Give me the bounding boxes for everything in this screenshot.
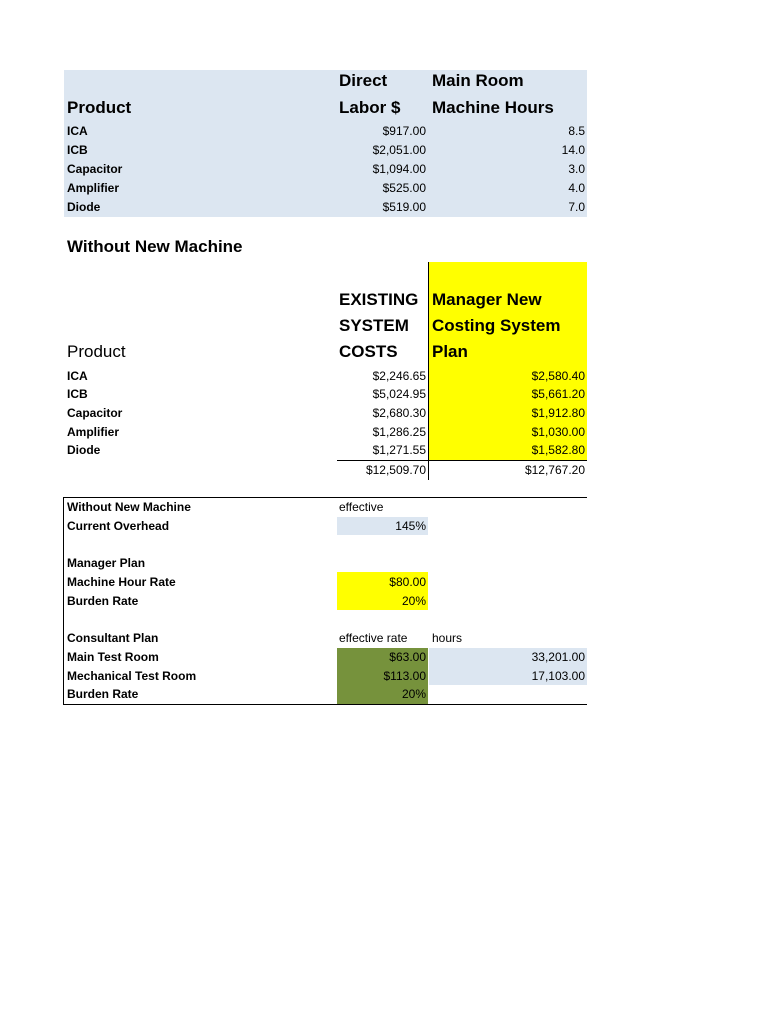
- table2-row-manager: $2,580.40: [531, 369, 585, 383]
- table2-row-manager: $1,582.80: [531, 443, 585, 457]
- main-test-room-hours: 33,201.00: [531, 650, 585, 664]
- table1-row-hours: 4.0: [568, 181, 585, 195]
- table1-row-labor: $519.00: [382, 200, 426, 214]
- table2-row-product: ICB: [67, 387, 88, 401]
- table1-header-product: Product: [67, 98, 132, 117]
- current-overhead-label: Current Overhead: [67, 519, 170, 533]
- mechanical-test-room-label: Mechanical Test Room: [67, 669, 197, 683]
- column-divider: [428, 262, 429, 480]
- table2-header-manager-1: Manager New: [432, 290, 542, 309]
- table1-row-hours: 8.5: [568, 124, 585, 138]
- effective-label: effective: [339, 500, 384, 514]
- table2-row-product: ICA: [67, 369, 88, 383]
- table1-row-labor: $917.00: [382, 124, 426, 138]
- table2-row-existing: $5,024.95: [372, 387, 426, 401]
- machine-hour-rate-label: Machine Hour Rate: [67, 575, 176, 589]
- table2-row-existing: $2,680.30: [372, 406, 426, 420]
- table2-header-manager-2: Costing System: [432, 316, 561, 335]
- table2-header-existing-2: SYSTEM: [339, 316, 409, 335]
- table1-row-hours: 3.0: [568, 162, 585, 176]
- table2-total-existing: $12,509.70: [365, 463, 426, 477]
- main-test-room-rate: $63.00: [389, 650, 426, 664]
- table2-row-existing: $1,286.25: [372, 425, 426, 439]
- table1-row-hours: 7.0: [568, 200, 585, 214]
- without-new-machine-label: Without New Machine: [67, 500, 191, 514]
- manager-burden-rate-label: Burden Rate: [67, 594, 139, 608]
- table1-header-direct: Direct: [339, 71, 388, 90]
- table2-row-existing: $1,271.55: [372, 443, 426, 457]
- table1-header-labor: Labor $: [339, 98, 401, 117]
- consultant-plan-label: Consultant Plan: [67, 631, 159, 645]
- table2-row-product: Amplifier: [67, 425, 120, 439]
- table1-row-product: ICA: [67, 124, 88, 138]
- effective-rate-label: effective rate: [339, 631, 408, 645]
- table3-border-left: [63, 497, 64, 705]
- table1-row-labor: $525.00: [382, 181, 426, 195]
- table1-row-product: Diode: [67, 200, 101, 214]
- table1-row-product: Amplifier: [67, 181, 120, 195]
- hours-label: hours: [432, 631, 463, 645]
- table2-row-product: Capacitor: [67, 406, 123, 420]
- mechanical-test-room-rate: $113.00: [383, 669, 426, 683]
- table2-row-manager: $1,030.00: [531, 425, 585, 439]
- table2-header-product: Product: [67, 342, 126, 361]
- manager-burden-rate-value: 20%: [401, 594, 426, 608]
- table1-row-hours: 14.0: [561, 143, 585, 157]
- manager-plan-label: Manager Plan: [67, 556, 146, 570]
- table2-row-product: Diode: [67, 443, 101, 457]
- table1-header-main-room: Main Room: [432, 71, 524, 90]
- table2-row-existing: $2,246.65: [372, 369, 426, 383]
- table2-row-manager: $5,661.20: [531, 387, 585, 401]
- table2-row-manager: $1,912.80: [531, 406, 585, 420]
- consultant-burden-rate-value: 20%: [401, 687, 426, 701]
- section-title: Without New Machine: [67, 237, 243, 256]
- table1-row-labor: $2,051.00: [372, 143, 426, 157]
- table2-header-manager-3: Plan: [432, 342, 468, 361]
- mechanical-test-room-hours: 17,103.00: [531, 669, 585, 683]
- table2-header-existing-3: COSTS: [339, 342, 398, 361]
- table2-header-existing-1: EXISTING: [339, 290, 419, 309]
- table1-row-product: ICB: [67, 143, 88, 157]
- table1-row-product: Capacitor: [67, 162, 123, 176]
- machine-hour-rate-value: $80.00: [389, 575, 426, 589]
- current-overhead-value: 145%: [395, 519, 426, 533]
- main-test-room-label: Main Test Room: [67, 650, 159, 664]
- table2-total-manager: $12,767.20: [524, 463, 585, 477]
- consultant-burden-rate-label: Burden Rate: [67, 687, 139, 701]
- table1-row-labor: $1,094.00: [372, 162, 426, 176]
- table3-border-bottom: [63, 704, 587, 705]
- table1-header-machine-hours: Machine Hours: [432, 98, 554, 117]
